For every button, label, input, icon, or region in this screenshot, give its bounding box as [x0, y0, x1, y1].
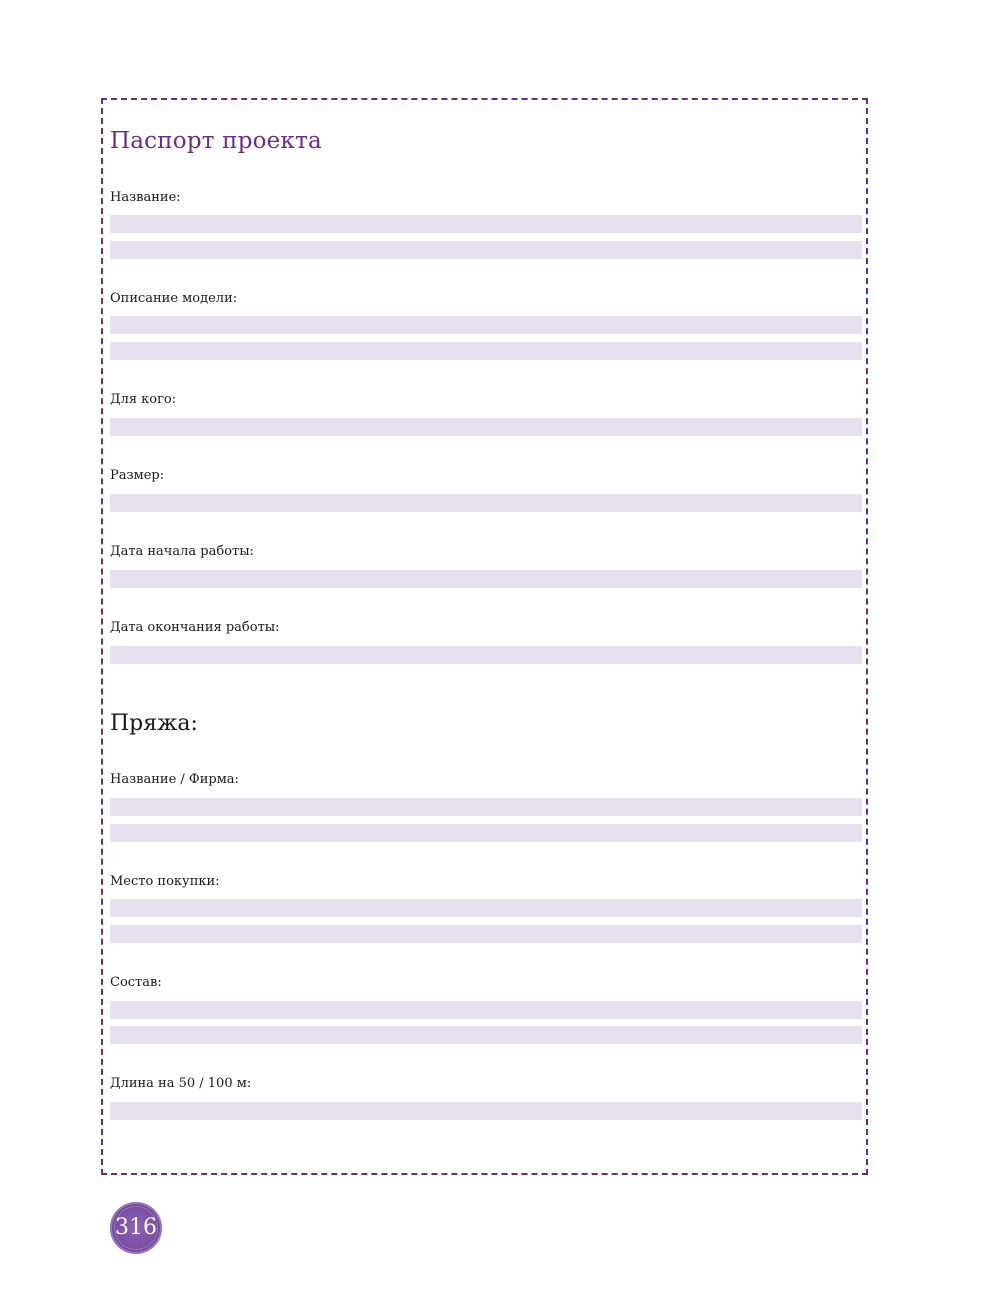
label-length: Длина на 50 / 100 м:	[110, 1076, 252, 1091]
label-start-date: Дата начала работы:	[110, 544, 254, 559]
input-line-description-1[interactable]	[110, 316, 862, 334]
input-line-length[interactable]	[110, 1102, 862, 1120]
label-end-date: Дата окончания работы:	[110, 620, 280, 635]
input-line-end-date[interactable]	[110, 646, 862, 664]
label-composition: Состав:	[110, 975, 162, 990]
label-yarn-name-brand: Название / Фирма:	[110, 772, 239, 787]
page-number-badge	[110, 1202, 162, 1254]
label-name: Название:	[110, 190, 181, 205]
input-line-composition-1[interactable]	[110, 1001, 862, 1019]
yarn-section-title: Пряжа:	[110, 711, 198, 736]
label-for-whom: Для кого:	[110, 392, 177, 407]
input-line-composition-2[interactable]	[110, 1026, 862, 1044]
input-line-yarn-name-2[interactable]	[110, 824, 862, 842]
page-title: Паспорт проекта	[110, 128, 322, 154]
input-line-start-date[interactable]	[110, 570, 862, 588]
label-place-of-purchase: Место покупки:	[110, 874, 220, 889]
input-line-name-1[interactable]	[110, 215, 862, 233]
input-line-yarn-name-1[interactable]	[110, 798, 862, 816]
input-line-for-whom[interactable]	[110, 418, 862, 436]
input-line-description-2[interactable]	[110, 342, 862, 360]
page-number: 316	[115, 1215, 157, 1240]
input-line-place-2[interactable]	[110, 925, 862, 943]
input-line-name-2[interactable]	[110, 241, 862, 259]
label-description: Описание модели:	[110, 291, 238, 306]
input-line-size[interactable]	[110, 494, 862, 512]
label-size: Размер:	[110, 468, 165, 483]
input-line-place-1[interactable]	[110, 899, 862, 917]
